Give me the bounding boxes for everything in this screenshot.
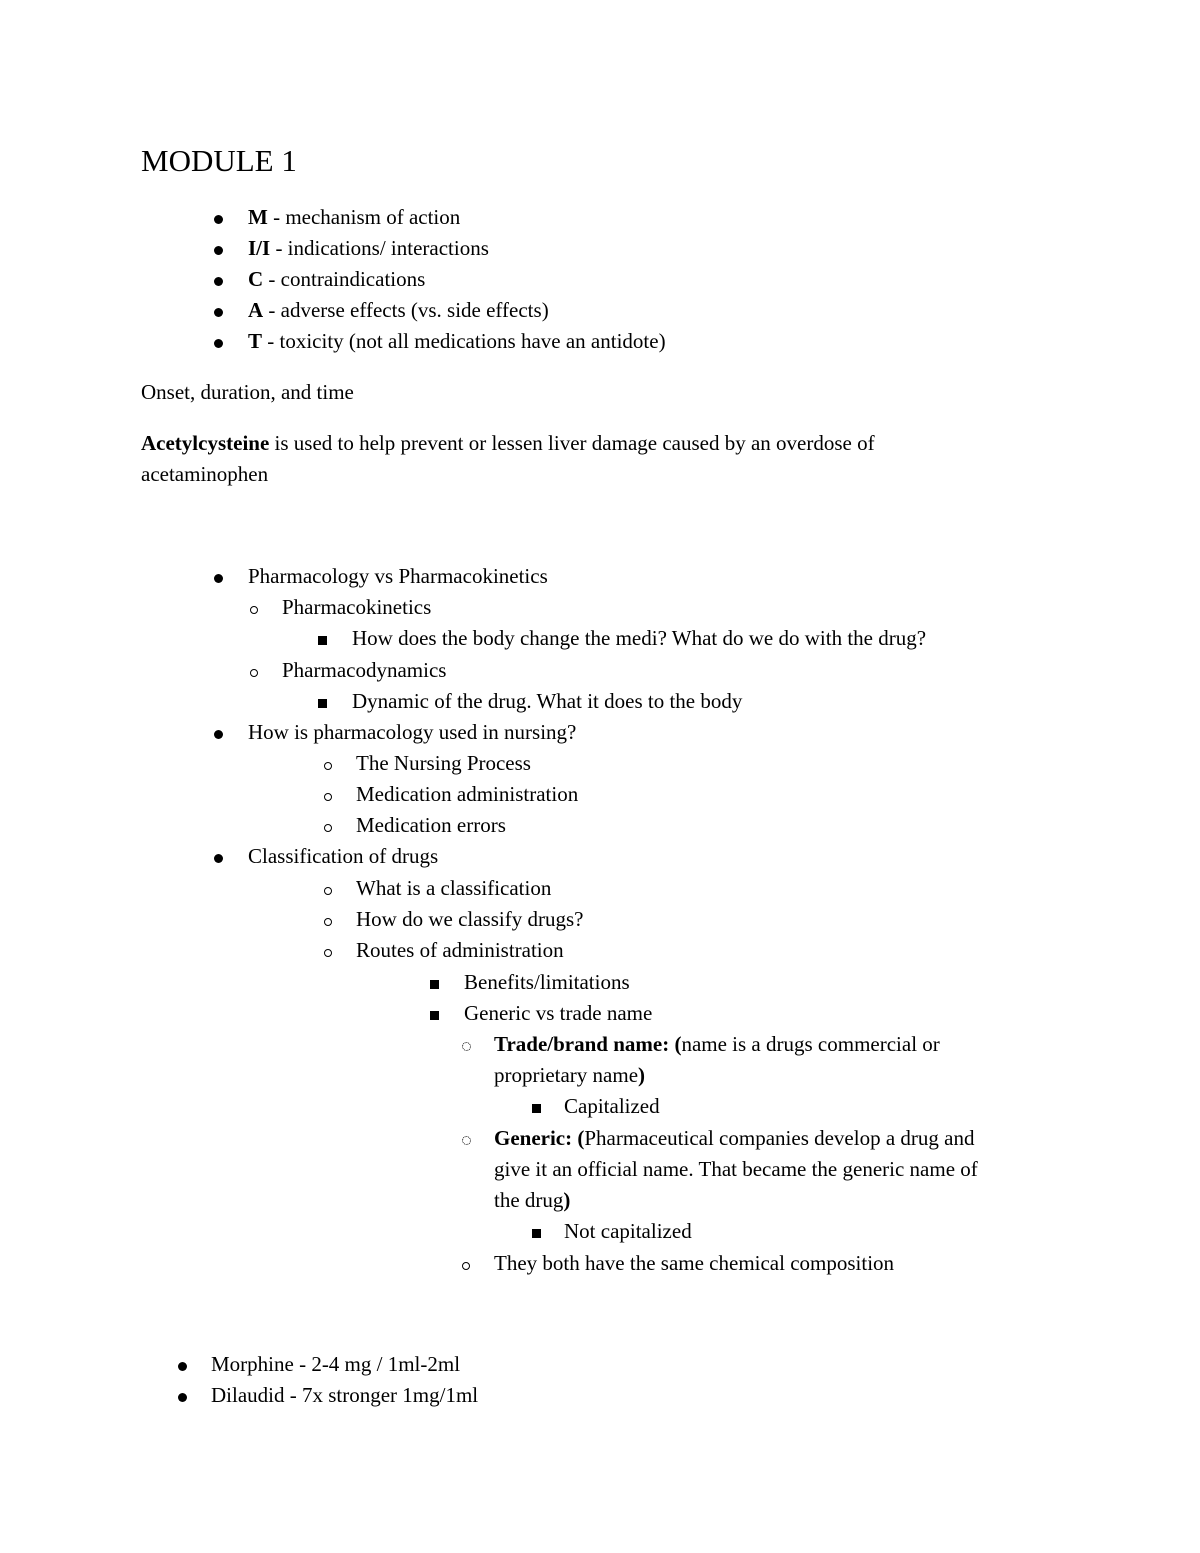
bullet-dot (214, 202, 223, 233)
list-item: Medication errors (356, 813, 506, 837)
list-item: Dynamic of the drug. What it does to the body (352, 689, 743, 713)
list-item: Classification of drugs (248, 844, 439, 868)
bullet-dot (214, 326, 223, 357)
list-item: Capitalized (564, 1094, 660, 1118)
list-item: Generic vs trade name (464, 1001, 653, 1025)
list-item: Morphine - 2-4 mg / 1ml-2ml (211, 1352, 461, 1376)
bullet-square (430, 998, 439, 1029)
bullet-square (532, 1091, 541, 1122)
list-item: How does the body change the medi? What do we do with the drug? (352, 626, 927, 650)
bullet-circle (324, 748, 332, 779)
page-title: MODULE 1 (141, 143, 297, 178)
list-item: Medication administration (356, 782, 579, 806)
bullet-dot (214, 561, 223, 592)
bullet-dot (214, 841, 223, 872)
list-item: They both have the same chemical composition (494, 1251, 895, 1275)
list-item: Pharmacokinetics (282, 595, 432, 619)
bullet-circle (324, 810, 332, 841)
list-item: How do we classify drugs? (356, 907, 584, 931)
list-item: Dilaudid - 7x stronger 1mg/1ml (211, 1383, 479, 1407)
list-item: M - mechanism of action (248, 205, 461, 229)
bullet-circle (324, 935, 332, 966)
bullet-circle (462, 1248, 470, 1279)
bullet-circle (250, 592, 258, 623)
bullet-circle (250, 655, 258, 686)
list-item: Generic: (Pharmaceutical companies develop a drug and (494, 1126, 975, 1150)
list-item: What is a classification (356, 876, 552, 900)
list-item: How is pharmacology used in nursing? (248, 720, 577, 744)
list-item: T - toxicity (not all medications have an antidote) (248, 329, 666, 353)
list-item: Benefits/limitations (464, 970, 630, 994)
list-item: A - adverse effects (vs. side effects) (248, 298, 549, 322)
bullet-circle (324, 904, 332, 935)
list-item-continuation: the drug) (494, 1188, 571, 1212)
bullet-square (532, 1216, 541, 1247)
bullet-circle (324, 873, 332, 904)
bullet-dot (214, 264, 223, 295)
bullet-dot (214, 295, 223, 326)
list-item-continuation: give it an official name. That became the generic name of (494, 1157, 978, 1181)
list-item: C - contraindications (248, 267, 426, 291)
onset-paragraph: Onset, duration, and time (141, 380, 354, 404)
bullet-square (430, 967, 439, 998)
bullet-dot (214, 717, 223, 748)
bullet-dot (214, 233, 223, 264)
list-item: I/I - indications/ interactions (248, 236, 489, 260)
bullet-circle (324, 779, 332, 810)
bullet-dotted-circle (462, 1029, 471, 1060)
bullet-square (318, 623, 327, 654)
list-item: Not capitalized (564, 1219, 692, 1243)
list-item: Trade/brand name: (name is a drugs commercial or (494, 1032, 940, 1056)
list-item: The Nursing Process (356, 751, 531, 775)
bullet-square (318, 686, 327, 717)
list-item: Pharmacology vs Pharmacokinetics (248, 564, 548, 588)
list-item: Pharmacodynamics (282, 658, 447, 682)
bullet-dot (178, 1349, 187, 1380)
bullet-dotted-circle (462, 1123, 471, 1154)
list-item-continuation: proprietary name) (494, 1063, 646, 1087)
bullet-dot (178, 1380, 187, 1411)
list-item: Routes of administration (356, 938, 564, 962)
acetylcysteine-paragraph: Acetylcysteine is used to help prevent or lessen liver damage caused by an overdose of acetaminophen (141, 431, 875, 486)
